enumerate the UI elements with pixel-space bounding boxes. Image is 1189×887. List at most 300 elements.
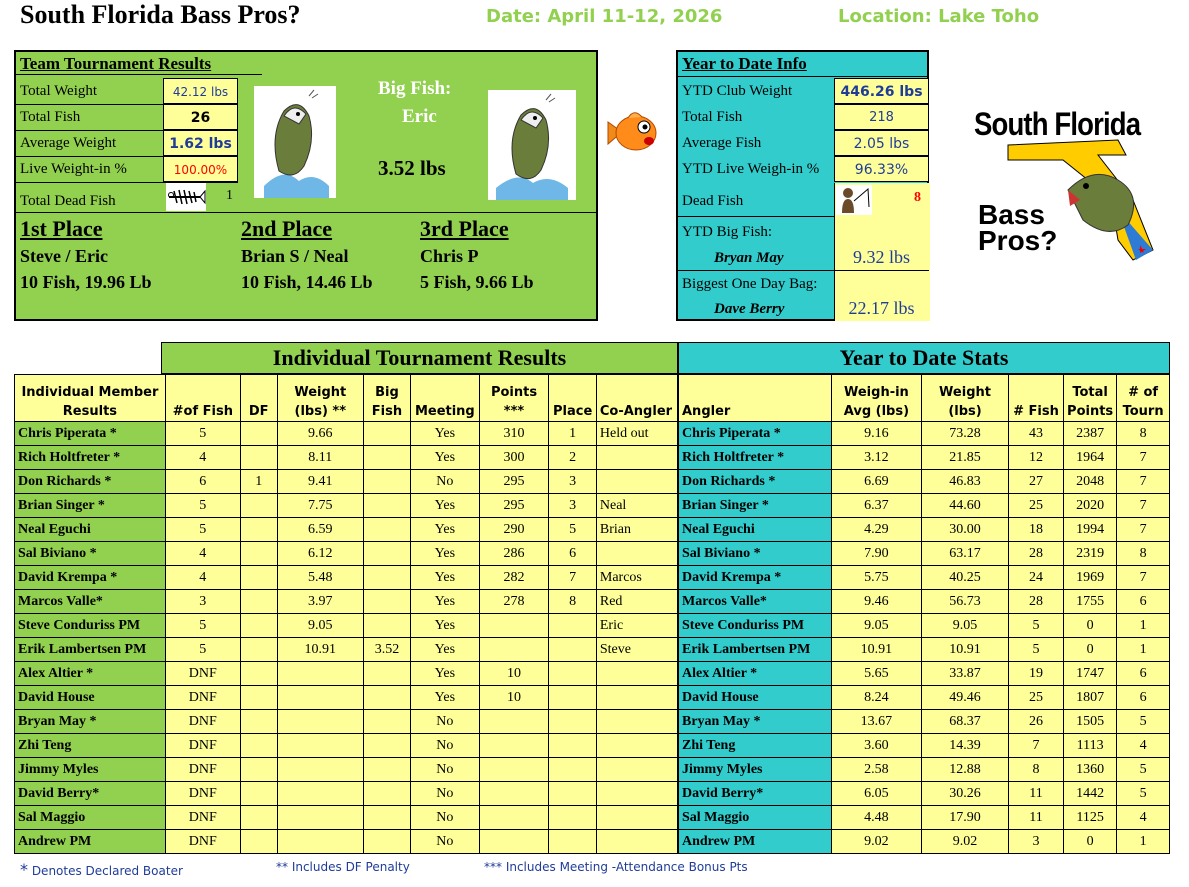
result-cell <box>479 782 549 806</box>
stat-cell: 12.88 <box>922 758 1009 782</box>
result-cell: 3 <box>549 494 596 518</box>
result-cell <box>479 638 549 662</box>
member-name-cell: David House <box>15 686 166 710</box>
team-total-fish-value: 26 <box>163 104 238 130</box>
result-cell: No <box>411 710 480 734</box>
stat-cell: 4 <box>1117 734 1170 758</box>
result-cell: No <box>411 734 480 758</box>
stat-cell: 5 <box>1117 782 1170 806</box>
biggest-bag-label: Biggest One Day Bag: <box>682 276 818 292</box>
result-cell: 3.52 <box>363 638 410 662</box>
individual-results-title: Individual Tournament Results <box>161 342 678 374</box>
result-cell <box>596 830 677 854</box>
table-row <box>679 638 1170 662</box>
angler-name-cell: Andrew PM <box>679 830 832 854</box>
result-cell: Yes <box>411 542 480 566</box>
result-cell <box>363 446 410 470</box>
result-cell <box>549 758 596 782</box>
stat-cell: 43 <box>1008 422 1063 446</box>
result-cell: Yes <box>411 518 480 542</box>
result-cell: DNF <box>165 806 240 830</box>
stat-cell: 7.90 <box>831 542 922 566</box>
result-cell: 310 <box>479 422 549 446</box>
col-df: DF <box>240 375 277 422</box>
result-cell <box>479 830 549 854</box>
table-row <box>679 422 1170 446</box>
result-cell: 3 <box>165 590 240 614</box>
stat-cell: 40.25 <box>922 566 1009 590</box>
ytd-average-fish-label: Average Fish <box>682 135 762 151</box>
logo-line-3: Pros? <box>978 225 1058 256</box>
stat-cell: 9.05 <box>831 614 922 638</box>
result-cell: No <box>411 806 480 830</box>
result-cell: Yes <box>411 566 480 590</box>
result-cell <box>549 830 596 854</box>
bass-jumping-icon <box>254 86 336 198</box>
stat-cell: 2048 <box>1064 470 1117 494</box>
stat-cell: 11 <box>1008 806 1063 830</box>
result-cell: 5 <box>165 638 240 662</box>
angler-name-cell: Neal Eguchi <box>679 518 832 542</box>
tournament-date: Date: April 11-12, 2026 <box>486 6 723 27</box>
result-cell <box>240 686 277 710</box>
team-dead-fish-value: 1 <box>226 188 233 203</box>
result-cell: Eric <box>596 614 677 638</box>
member-name-cell: Jimmy Myles <box>15 758 166 782</box>
result-cell <box>277 758 363 782</box>
ytd-average-fish-value: 2.05 lbs <box>834 130 929 156</box>
table-row <box>679 494 1170 518</box>
stat-cell: 5 <box>1008 614 1063 638</box>
stat-cell: 7 <box>1117 566 1170 590</box>
stat-cell: 63.17 <box>922 542 1009 566</box>
stat-cell: 0 <box>1064 830 1117 854</box>
result-cell <box>240 566 277 590</box>
result-cell <box>363 758 410 782</box>
result-cell: 3 <box>549 470 596 494</box>
logo-line-1: South Florida <box>974 106 1141 142</box>
big-fish-label: Big Fish: <box>378 78 452 99</box>
col-meeting: Meeting <box>411 375 480 422</box>
table-row <box>679 686 1170 710</box>
angler-name-cell: Sal Biviano * <box>679 542 832 566</box>
page-title: South Florida Bass Pros? <box>20 0 301 29</box>
angler-name-cell: David Berry* <box>679 782 832 806</box>
table-row <box>679 566 1170 590</box>
result-cell: 10 <box>479 662 549 686</box>
result-cell <box>596 806 677 830</box>
angler-name-cell: David Krempa * <box>679 566 832 590</box>
result-cell <box>363 494 410 518</box>
result-cell: 4 <box>165 446 240 470</box>
stat-cell: 6.05 <box>831 782 922 806</box>
stat-cell: 1505 <box>1064 710 1117 734</box>
result-cell: 5 <box>165 614 240 638</box>
big-fish-weight: 3.52 lbs <box>378 156 446 180</box>
team-total-weight-value: 42.12 lbs <box>163 78 238 104</box>
result-cell: 6.12 <box>277 542 363 566</box>
result-cell: DNF <box>165 686 240 710</box>
member-name-cell: Bryan May * <box>15 710 166 734</box>
stat-cell: 3 <box>1008 830 1063 854</box>
ytd-info-heading: Year to Date Info <box>682 54 807 73</box>
stat-cell: 5 <box>1008 638 1063 662</box>
stat-cell: 1964 <box>1064 446 1117 470</box>
member-name-cell: Chris Piperata * <box>15 422 166 446</box>
stat-cell: 1 <box>1117 614 1170 638</box>
ytd-total-fish-value: 218 <box>834 104 929 130</box>
stat-cell: 7 <box>1117 470 1170 494</box>
team-total-weight-label: Total Weight <box>20 83 98 99</box>
table-row <box>679 614 1170 638</box>
angler-name-cell: Marcos Valle* <box>679 590 832 614</box>
table-row <box>15 662 678 686</box>
table-row <box>15 830 678 854</box>
result-cell <box>240 758 277 782</box>
member-name-cell: Alex Altier * <box>15 662 166 686</box>
result-cell: 286 <box>479 542 549 566</box>
stat-cell: 4.48 <box>831 806 922 830</box>
member-name-cell: Sal Maggio <box>15 806 166 830</box>
result-cell <box>549 686 596 710</box>
ytd-big-fish-label: YTD Big Fish: <box>682 224 773 240</box>
stat-cell: 25 <box>1008 686 1063 710</box>
angler-name-cell: Zhi Teng <box>679 734 832 758</box>
third-place-team: Chris P <box>420 246 479 266</box>
stat-cell: 2387 <box>1064 422 1117 446</box>
result-cell: 295 <box>479 494 549 518</box>
angler-name-cell: Brian Singer * <box>679 494 832 518</box>
result-cell: Yes <box>411 686 480 710</box>
result-cell: 5 <box>165 518 240 542</box>
result-cell <box>596 446 677 470</box>
result-cell <box>596 662 677 686</box>
member-name-cell: Steve Conduriss PM <box>15 614 166 638</box>
result-cell <box>363 566 410 590</box>
result-cell <box>240 638 277 662</box>
fisherman-icon <box>836 185 872 215</box>
angler-name-cell: Alex Altier * <box>679 662 832 686</box>
second-place-heading: 2nd Place <box>241 216 333 241</box>
member-name-cell: Zhi Teng <box>15 734 166 758</box>
stat-cell: 0 <box>1064 638 1117 662</box>
stat-cell: 7 <box>1008 734 1063 758</box>
stat-cell: 49.46 <box>922 686 1009 710</box>
result-cell: Red <box>596 590 677 614</box>
result-cell <box>596 542 677 566</box>
stat-cell: 3.60 <box>831 734 922 758</box>
stat-cell: 1 <box>1117 830 1170 854</box>
result-cell: 8 <box>549 590 596 614</box>
result-cell: 282 <box>479 566 549 590</box>
result-cell: 300 <box>479 446 549 470</box>
table-row <box>15 566 678 590</box>
stat-cell: 21.85 <box>922 446 1009 470</box>
result-cell <box>596 686 677 710</box>
ytd-info-panel <box>676 50 929 321</box>
result-cell <box>363 470 410 494</box>
stat-cell: 1807 <box>1064 686 1117 710</box>
result-cell <box>479 758 549 782</box>
member-name-cell: Don Richards * <box>15 470 166 494</box>
result-cell: DNF <box>165 758 240 782</box>
result-cell: Yes <box>411 422 480 446</box>
ytd-live-weigh-label: YTD Live Weigh-in % <box>682 161 820 177</box>
table-row <box>15 470 678 494</box>
result-cell <box>240 782 277 806</box>
result-cell: Held out <box>596 422 677 446</box>
angler-name-cell: Steve Conduriss PM <box>679 614 832 638</box>
stat-cell: 2020 <box>1064 494 1117 518</box>
table-row <box>679 662 1170 686</box>
table-row <box>15 806 678 830</box>
result-cell <box>596 758 677 782</box>
stat-cell: 1360 <box>1064 758 1117 782</box>
team-average-weight-value: 1.62 lbs <box>163 130 238 156</box>
ytd-club-weight-label: YTD Club Weight <box>682 83 793 99</box>
stat-cell: 28 <box>1008 542 1063 566</box>
result-cell: DNF <box>165 830 240 854</box>
stat-cell: 10.91 <box>831 638 922 662</box>
stat-cell: 56.73 <box>922 590 1009 614</box>
result-cell <box>549 614 596 638</box>
stat-cell: 24 <box>1008 566 1063 590</box>
stat-cell: 3.12 <box>831 446 922 470</box>
big-fish-name: Eric <box>402 106 437 127</box>
ytd-club-weight-value: 446.26 lbs <box>834 78 929 104</box>
result-cell <box>363 590 410 614</box>
stat-cell: 1113 <box>1064 734 1117 758</box>
result-cell <box>363 734 410 758</box>
result-cell <box>277 710 363 734</box>
stat-cell: 1747 <box>1064 662 1117 686</box>
table-row <box>15 422 678 446</box>
result-cell: No <box>411 758 480 782</box>
stat-cell: 1442 <box>1064 782 1117 806</box>
result-cell: 10.91 <box>277 638 363 662</box>
stat-cell: 9.02 <box>831 830 922 854</box>
result-cell <box>277 806 363 830</box>
stat-cell: 46.83 <box>922 470 1009 494</box>
stat-cell: 1 <box>1117 638 1170 662</box>
result-cell: DNF <box>165 782 240 806</box>
result-cell <box>549 638 596 662</box>
result-cell <box>277 782 363 806</box>
result-cell: 8.11 <box>277 446 363 470</box>
stat-cell: 14.39 <box>922 734 1009 758</box>
result-cell <box>240 422 277 446</box>
col-place: Place <box>549 375 596 422</box>
result-cell: 295 <box>479 470 549 494</box>
result-cell: DNF <box>165 710 240 734</box>
result-cell: No <box>411 782 480 806</box>
result-cell: 4 <box>165 542 240 566</box>
table-row <box>679 806 1170 830</box>
stat-cell: 6 <box>1117 662 1170 686</box>
stat-cell: 8 <box>1008 758 1063 782</box>
result-cell <box>479 614 549 638</box>
member-name-cell: David Berry* <box>15 782 166 806</box>
table-row <box>679 734 1170 758</box>
table-row <box>679 446 1170 470</box>
result-cell <box>363 662 410 686</box>
member-name-cell: Sal Biviano * <box>15 542 166 566</box>
table-row <box>679 590 1170 614</box>
result-cell <box>363 710 410 734</box>
result-cell <box>363 422 410 446</box>
result-cell <box>240 830 277 854</box>
result-cell: 278 <box>479 590 549 614</box>
third-place-heading: 3rd Place <box>420 216 509 241</box>
result-cell <box>277 686 363 710</box>
result-cell: 3.97 <box>277 590 363 614</box>
stat-cell: 7 <box>1117 494 1170 518</box>
result-cell <box>363 806 410 830</box>
col-weigh-in-avg: Weigh-in Avg (lbs) <box>831 375 922 422</box>
ytd-live-weigh-value: 96.33% <box>834 156 929 182</box>
stat-cell: 73.28 <box>922 422 1009 446</box>
col-angler: Angler <box>679 375 832 422</box>
member-name-cell: Erik Lambertsen PM <box>15 638 166 662</box>
result-cell: 6.59 <box>277 518 363 542</box>
result-cell <box>549 806 596 830</box>
stat-cell: 1755 <box>1064 590 1117 614</box>
ytd-stats-title: Year to Date Stats <box>678 342 1170 374</box>
biggest-bag-weight: 22.17 lbs <box>848 298 915 318</box>
stat-cell: 19 <box>1008 662 1063 686</box>
second-place-result: 10 Fish, 14.46 Lb <box>241 272 373 292</box>
table-row <box>15 518 678 542</box>
result-cell <box>549 662 596 686</box>
stat-cell: 8 <box>1117 422 1170 446</box>
col-total-points: Total Points <box>1064 375 1117 422</box>
result-cell: 9.66 <box>277 422 363 446</box>
result-cell: No <box>411 830 480 854</box>
table-row <box>679 830 1170 854</box>
stat-cell: 9.16 <box>831 422 922 446</box>
result-cell: 10 <box>479 686 549 710</box>
individual-results-table <box>14 374 678 854</box>
result-cell <box>596 710 677 734</box>
stat-cell: 30.00 <box>922 518 1009 542</box>
result-cell: 1 <box>549 422 596 446</box>
result-cell: Yes <box>411 662 480 686</box>
ytd-big-fish-name: Bryan May <box>714 250 784 266</box>
table-row <box>15 614 678 638</box>
footnote-star: * <box>20 860 28 879</box>
stat-cell: 10.91 <box>922 638 1009 662</box>
result-cell <box>240 734 277 758</box>
result-cell <box>363 686 410 710</box>
stat-cell: 0 <box>1064 614 1117 638</box>
col-member: Individual Member Results <box>15 375 166 422</box>
ytd-big-fish-weight: 9.32 lbs <box>852 247 910 267</box>
result-cell <box>277 662 363 686</box>
member-name-cell: David Krempa * <box>15 566 166 590</box>
result-cell: 7 <box>549 566 596 590</box>
team-live-weight-value: 100.00% <box>163 156 238 182</box>
col-ytd-weight: Weight (lbs) <box>922 375 1009 422</box>
result-cell <box>240 806 277 830</box>
first-place-result: 10 Fish, 19.96 Lb <box>20 272 152 292</box>
result-cell: Brian <box>596 518 677 542</box>
member-name-cell: Rich Holtfreter * <box>15 446 166 470</box>
stat-cell: 2319 <box>1064 542 1117 566</box>
table-row <box>15 758 678 782</box>
result-cell <box>549 734 596 758</box>
third-place-result: 5 Fish, 9.66 Lb <box>420 272 534 292</box>
result-cell <box>240 542 277 566</box>
angler-name-cell: Bryan May * <box>679 710 832 734</box>
result-cell: Yes <box>411 494 480 518</box>
stat-cell: 68.37 <box>922 710 1009 734</box>
stat-cell: 13.67 <box>831 710 922 734</box>
result-cell <box>240 518 277 542</box>
table-row <box>15 734 678 758</box>
stat-cell: 12 <box>1008 446 1063 470</box>
table-row <box>679 518 1170 542</box>
member-name-cell: Andrew PM <box>15 830 166 854</box>
result-cell: 2 <box>549 446 596 470</box>
result-cell: Steve <box>596 638 677 662</box>
result-cell: 1 <box>240 470 277 494</box>
result-cell: 6 <box>165 470 240 494</box>
stat-cell: 6 <box>1117 590 1170 614</box>
result-cell <box>549 782 596 806</box>
table-row <box>15 782 678 806</box>
result-cell: Yes <box>411 446 480 470</box>
first-place-heading: 1st Place <box>20 216 103 241</box>
result-cell <box>277 830 363 854</box>
stat-cell: 30.26 <box>922 782 1009 806</box>
result-cell: 290 <box>479 518 549 542</box>
stat-cell: 17.90 <box>922 806 1009 830</box>
table-row <box>15 590 678 614</box>
fish-skeleton-icon <box>166 183 206 211</box>
result-cell <box>240 710 277 734</box>
stat-cell: 11 <box>1008 782 1063 806</box>
second-place-team: Brian S / Neal <box>241 246 349 266</box>
stat-cell: 6.69 <box>831 470 922 494</box>
team-results-heading: Team Tournament Results <box>20 54 212 73</box>
stat-cell: 7 <box>1117 446 1170 470</box>
team-results-panel <box>14 50 598 321</box>
club-logo <box>968 100 1178 270</box>
result-cell <box>277 734 363 758</box>
stat-cell: 18 <box>1008 518 1063 542</box>
result-cell: 5 <box>549 518 596 542</box>
result-cell <box>363 518 410 542</box>
logo-line-2: Bass <box>978 199 1045 230</box>
result-cell: 9.05 <box>277 614 363 638</box>
stat-cell: 6 <box>1117 686 1170 710</box>
table-row <box>15 686 678 710</box>
result-cell <box>596 782 677 806</box>
result-cell: No <box>411 470 480 494</box>
col-ytd-fish: # Fish <box>1008 375 1063 422</box>
result-cell <box>363 830 410 854</box>
footnote-df-penalty: ** Includes DF Penalty <box>276 860 410 874</box>
result-cell <box>549 710 596 734</box>
result-cell: 4 <box>165 566 240 590</box>
table-row <box>679 758 1170 782</box>
col-co-angler: Co-Angler <box>596 375 677 422</box>
table-row <box>679 542 1170 566</box>
team-average-weight-label: Average Weight <box>20 135 117 151</box>
bass-jumping-icon-right <box>488 90 576 200</box>
result-cell: DNF <box>165 662 240 686</box>
angler-name-cell: Rich Holtfreter * <box>679 446 832 470</box>
